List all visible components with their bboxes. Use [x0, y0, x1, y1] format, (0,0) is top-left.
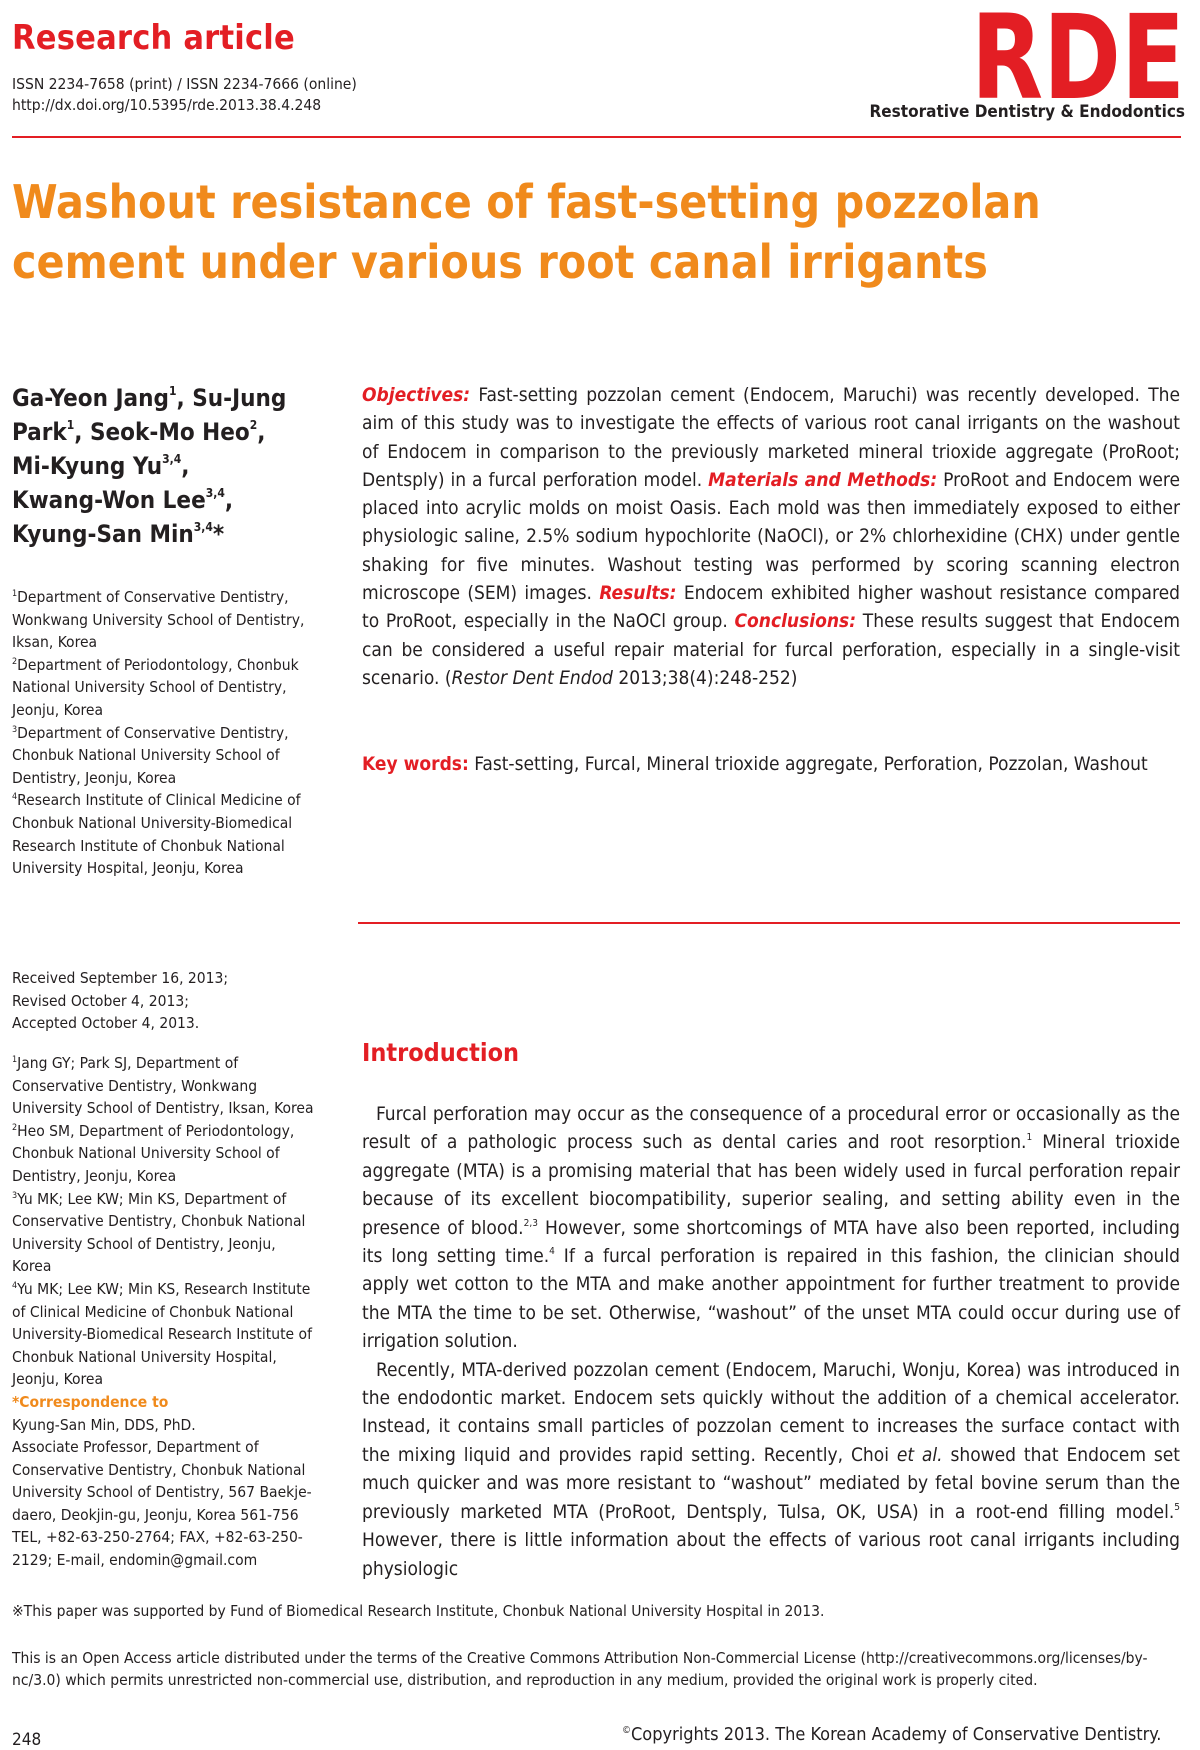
author-addresses	[12, 1052, 317, 1572]
introduction-heading: Introduction	[362, 1038, 520, 1067]
author-separator: ,	[74, 418, 90, 446]
introduction-paragraph	[362, 1356, 1180, 1583]
methods-label: Materials and Methods:	[708, 468, 938, 491]
author-name: Kyung-San Min	[12, 520, 194, 548]
affiliation-text: Department of Conservative Dentistry, Wonkwang University School of Dentistry, Iksan, Korea	[12, 588, 305, 652]
reference-marker[interactable]: 4	[549, 1246, 555, 1258]
author-address-item	[12, 1120, 317, 1188]
methods-text: ProRoot and Endocem were placed into acrylic molds on moist Oasis. Each mold was then immediately exposed to either physiologic saline, 2.5% sodium hypochlorite (NaOCl), or 2% chlorhexidine (CHX) under gentle shaking for five minutes. Washout testing was performed by scoring scanning electron microscope (SEM) images.	[362, 468, 1180, 605]
address-number: 2	[12, 1122, 18, 1133]
keywords-text: Fast-setting, Furcal, Mineral trioxide aggregate, Perforation, Pozzolan, Washout	[468, 753, 1148, 775]
affiliation-number: 3	[12, 724, 18, 735]
affiliation-number: 1	[12, 589, 18, 599]
address-number: 1	[12, 1055, 18, 1065]
author-separator: ,	[176, 384, 193, 412]
issn-block	[12, 74, 357, 116]
paragraph-text: Recently, MTA-derived pozzolan cement (Endocem, Maruchi, Wonju, Korea) was introduced in the endodontic market. Endocem sets quickly without the addition of a chemical accelerator. Instead, it contains small particles of pozzolan cement to increases the surface contact with the mixing liquid and provides rapid setting. Recently, Choi	[362, 1358, 1180, 1466]
article-title: Washout resistance of fast-setting pozzolan cement under various root canal irrigants	[12, 175, 1041, 289]
author-affiliation-ref: 3,4	[193, 520, 213, 534]
author-address-item	[12, 1052, 317, 1120]
revised-date: Revised October 4, 2013;	[12, 991, 189, 1010]
author-affiliation-ref: 1	[168, 384, 177, 398]
journal-logo	[855, 4, 1185, 122]
paragraph-text: Furcal perforation may occur as the consequence of a procedural error or occasionally as the result of a pathologic process such as dental caries and root resorption.	[362, 1103, 1180, 1154]
results-text: Endocem exhibited higher washout resistance compared to ProRoot, especially in the NaOCl group.	[362, 582, 1180, 633]
conclusions-text: These results suggest that Endocem can be considered a useful repair material for furcal perforation, especially in a single-visit scenario. (	[362, 610, 1180, 689]
citation-details: 2013;38(4):248-252)	[612, 666, 798, 689]
journal-name: Restorative Dentistry & Endodontics	[869, 102, 1185, 122]
affiliation-item	[12, 586, 312, 654]
objectives-text: Fast-setting pozzolan cement (Endocem, Maruchi) was recently developed. The aim of this study was to investigate the effects of various root canal irrigants on the washout of Endocem in comparison to the previously marketed mineral trioxide aggregate (ProRoot; Dentsply) in a furcal perforation model.	[362, 384, 1180, 491]
correspondence-address: Associate Professor, Department of Conservative Dentistry, Chonbuk National University School of Dentistry, 567 Baekje-daero, Deokjin-gu, Jeonju, Korea 561-756	[12, 1438, 312, 1524]
reference-marker[interactable]: 2,3	[523, 1217, 538, 1229]
logo-text: RDE	[971, 4, 1185, 102]
keywords-label: Key words:	[362, 753, 469, 775]
paragraph-text: However, there is little information about the effects of various root canal irrigants including physiologic	[362, 1529, 1180, 1580]
conclusions-label: Conclusions:	[734, 610, 857, 633]
header-rule	[12, 136, 1181, 138]
author-name: Mi-Kyung Yu	[12, 452, 163, 480]
affiliation-text: Department of Periodontology, Chonbuk National University School of Dentistry, Jeonju, Korea	[12, 655, 299, 719]
author-affiliation-ref: 2	[249, 418, 258, 432]
address-text: Heo SM, Department of Periodontology, Chonbuk National University School of Dentistry, Jeonju, Korea	[12, 1121, 295, 1185]
results-label: Results:	[599, 582, 677, 605]
accepted-date: Accepted October 4, 2013.	[12, 1014, 200, 1033]
address-text: Jang GY; Park SJ, Department of Conservative Dentistry, Wonkwang University School of Dentistry, Iksan, Korea	[12, 1054, 314, 1118]
affiliation-text: Department of Conservative Dentistry, Chonbuk National University School of Dentistry, Jeonju, Korea	[12, 723, 289, 787]
correspondence-label: *Correspondence to	[12, 1392, 169, 1411]
author-name: Ga-Yeon Jang	[12, 384, 169, 412]
address-number: 4	[12, 1280, 18, 1291]
et-al: et al.	[896, 1443, 943, 1466]
author-affiliation-ref: 1	[66, 418, 75, 432]
author-list	[12, 381, 312, 551]
license-statement: This is an Open Access article distributed under the terms of the Creative Commons Attribution Non-Commercial License (http://creativecommons.org/licenses/by-nc/3.0) which permits unrestricted non-commercial use, distribution, and reproduction in any medium, provided the original work is properly cited.	[12, 1649, 1148, 1689]
author-separator: ,	[181, 452, 190, 480]
affiliation-number: 4	[12, 792, 18, 803]
paragraph-text: However, some shortcomings of MTA have also been reported, including its long setting time.	[362, 1216, 1180, 1268]
affiliation-item	[12, 722, 312, 790]
doi-link[interactable]: http://dx.doi.org/10.5395/rde.2013.38.4.248	[12, 96, 322, 114]
rde-logo-mark	[855, 4, 1185, 102]
author-affiliation-ref: 3,4	[205, 486, 225, 500]
author-separator: ,	[224, 486, 234, 514]
section-label: Research article	[12, 18, 295, 58]
funding-note: ※This paper was supported by Fund of Biomedical Research Institute, Chonbuk National University Hospital in 2013.	[12, 1602, 825, 1620]
objectives-label: Objectives:	[362, 384, 471, 406]
address-number: 3	[12, 1190, 18, 1201]
abstract-rule	[358, 922, 1180, 924]
author-affiliation-ref: 3,4	[162, 452, 182, 466]
issn-line: ISSN 2234-7658 (print) / ISSN 2234-7666 (online)	[12, 75, 357, 93]
author-address-item	[12, 1278, 317, 1391]
submission-dates	[12, 967, 312, 1035]
copyright-text: Copyrights 2013. The Korean Academy of Conservative Dentistry.	[631, 1724, 1162, 1745]
abstract	[362, 381, 1180, 692]
introduction-body	[362, 1100, 1180, 1583]
address-text: Yu MK; Lee KW; Min KS, Research Institute of Clinical Medicine of Chonbuk National University-Biomedical Research Institute of Chonbuk National University Hospital, Jeonju, Korea	[12, 1279, 312, 1389]
corresponding-mark: *	[212, 520, 225, 548]
introduction-paragraph	[362, 1100, 1180, 1356]
copyright-symbol: ©	[622, 1725, 631, 1736]
reference-marker[interactable]: 1	[1026, 1132, 1033, 1144]
paragraph-text: If a furcal perforation is repaired in this fashion, the clinician should apply wet cotton to the MTA and make another appointment for further treatment to provide the MTA the time to be set. Otherwise, “washout” of the unset MTA could occur during use of irrigation solution.	[362, 1245, 1180, 1353]
correspondence-name: Kyung-San Min, DDS, PhD.	[12, 1415, 196, 1434]
author-name: Su-Jung Park	[12, 384, 287, 446]
page-number: 248	[12, 1730, 42, 1750]
paragraph-text: showed that Endocem set much quicker and was more resistant to “washout” mediated by fetal bovine serum than the previously marketed MTA (ProRoot, Dentsply, Tulsa, OK, USA) in a root-end filling model.	[362, 1443, 1180, 1523]
keywords	[362, 750, 1180, 778]
author-separator: ,	[257, 418, 266, 446]
citation-journal: Restor Dent Endod	[451, 666, 613, 689]
paragraph-text: Mineral trioxide aggregate (MTA) is a promising material that has been widely used in furcal perforation repair because of its excellent biocompatibility, superior sealing, and setting ability even in the presence of blood.	[362, 1131, 1180, 1239]
affiliation-item	[12, 654, 312, 722]
author-name: Seok-Mo Heo	[89, 418, 250, 446]
affiliation-list	[12, 586, 312, 880]
correspondence-contact: TEL, +82-63-250-2764; FAX, +82-63-250-2129; E-mail, endomin@gmail.com	[12, 1528, 303, 1570]
received-date: Received September 16, 2013;	[12, 969, 229, 987]
reference-marker[interactable]: 5	[1174, 1501, 1180, 1513]
affiliation-text: Research Institute of Clinical Medicine of Chonbuk National University-Biomedical Research Institute of Chonbuk National University Hospital, Jeonju, Korea	[12, 791, 301, 878]
author-address-item	[12, 1188, 317, 1278]
author-name: Kwang-Won Lee	[12, 486, 206, 514]
copyright	[622, 1724, 1161, 1745]
affiliation-number: 2	[12, 656, 18, 667]
address-text: Yu MK; Lee KW; Min KS, Department of Conservative Dentistry, Chonbuk National University School of Dentistry, Jeonju, Korea	[12, 1189, 306, 1276]
affiliation-item	[12, 789, 312, 879]
